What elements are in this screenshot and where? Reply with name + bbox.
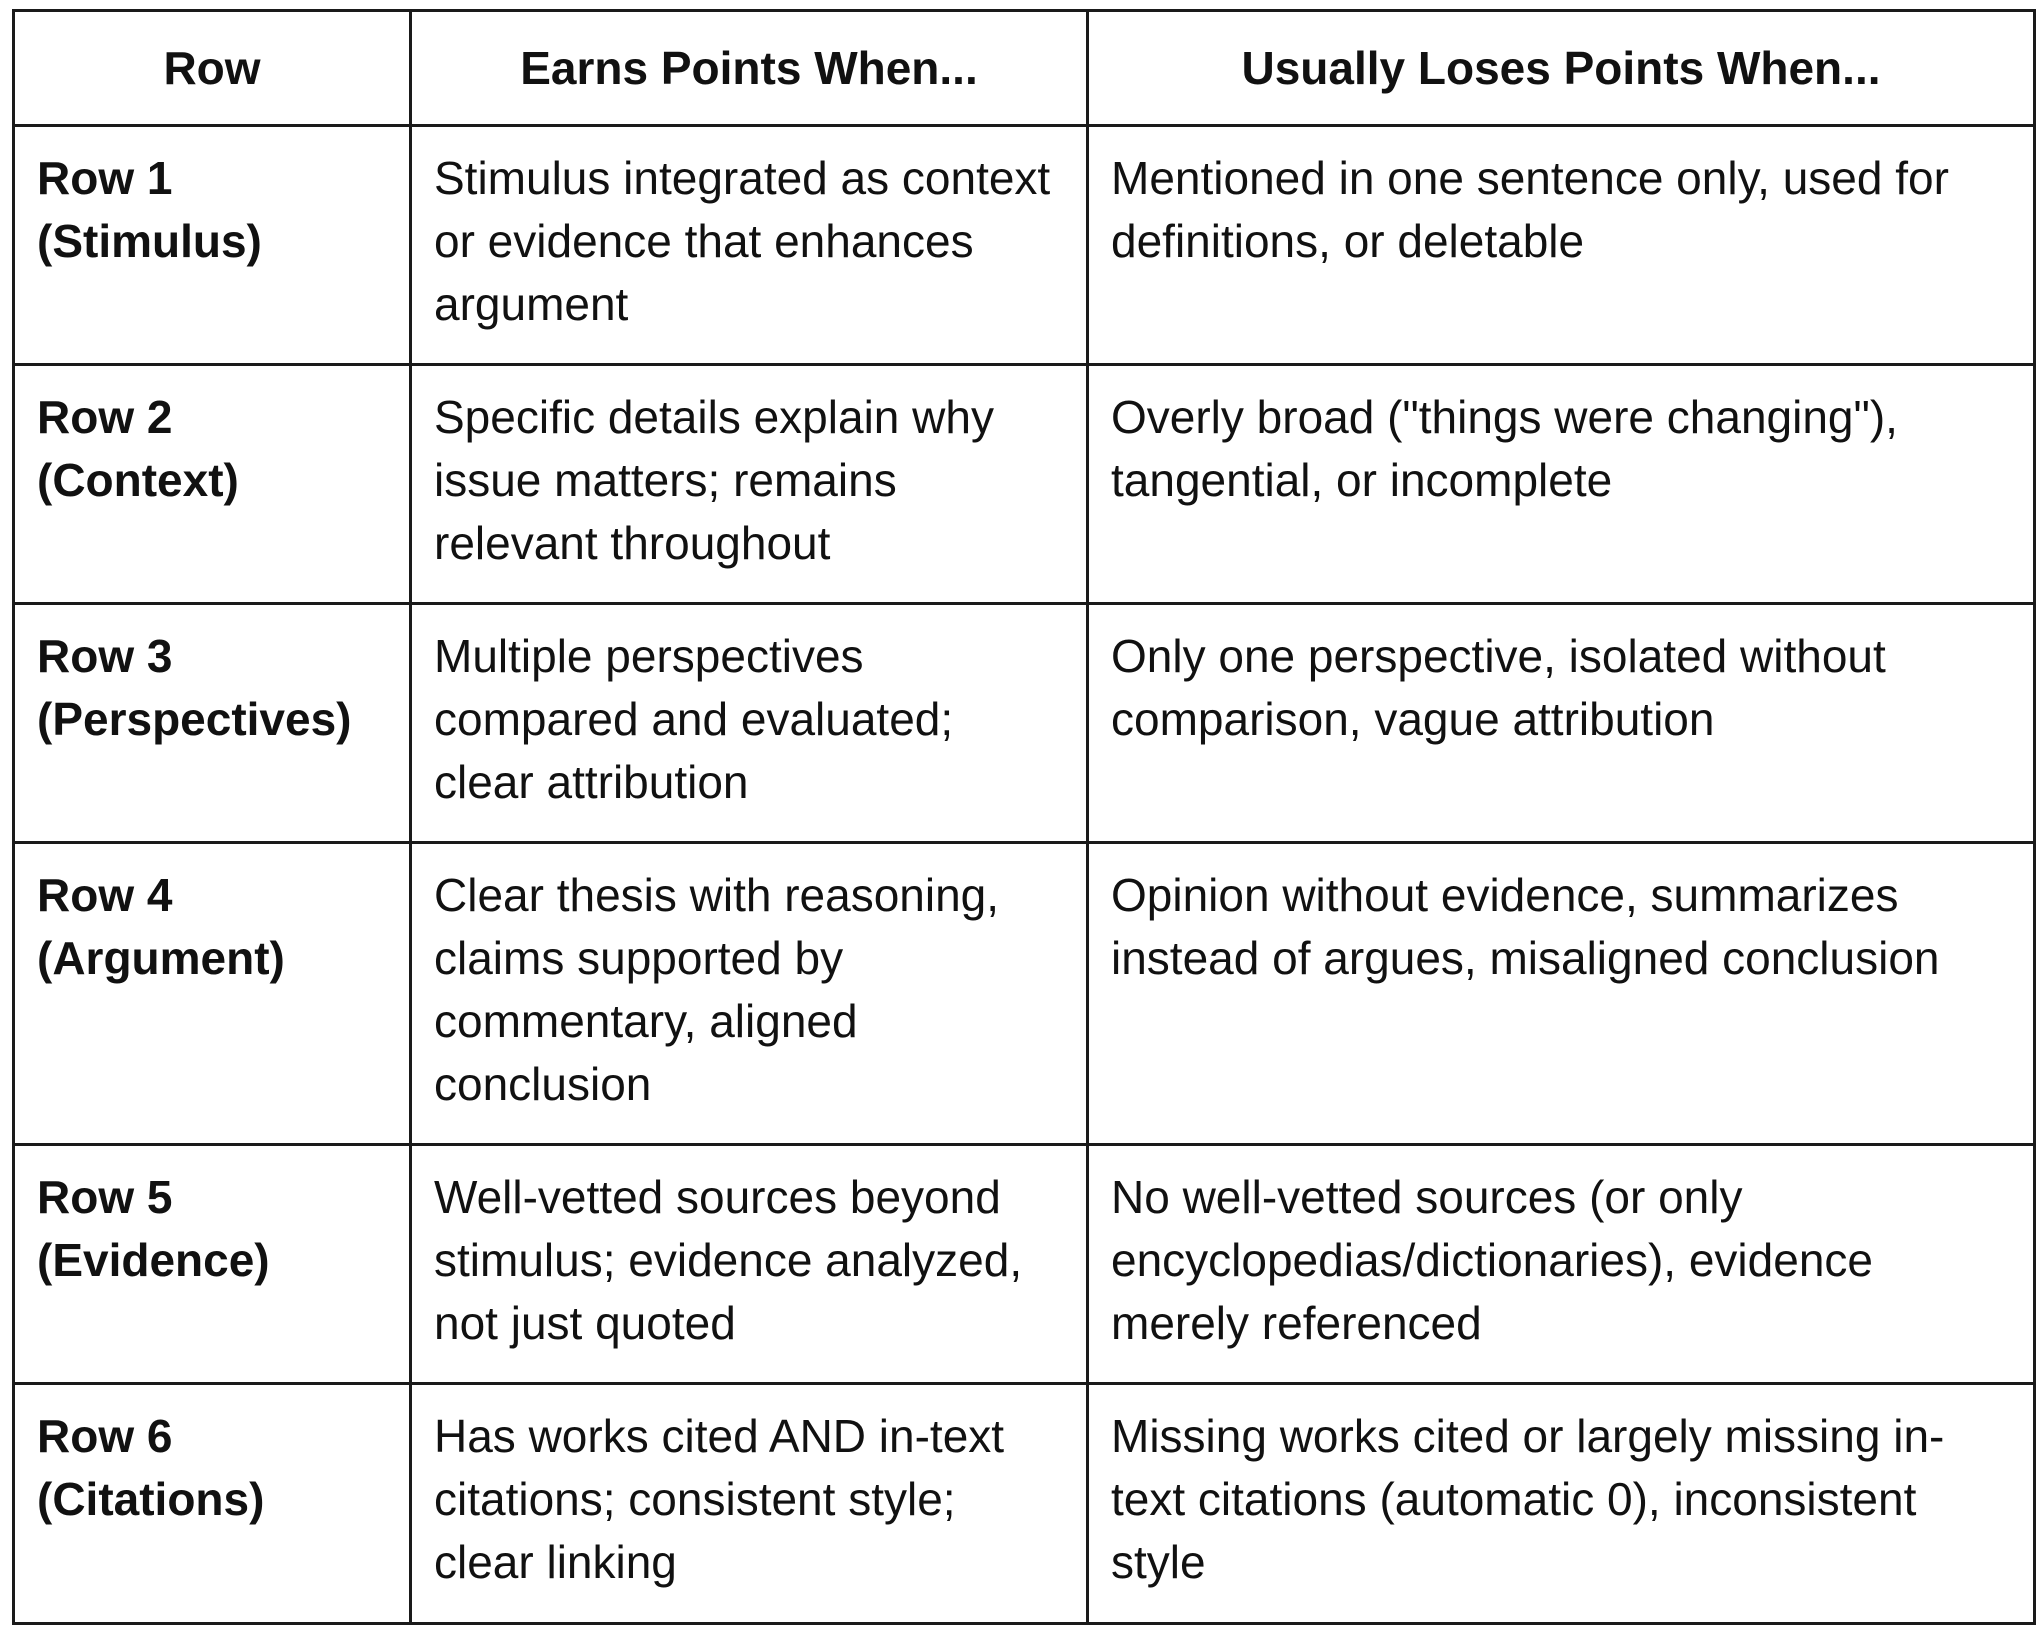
- earns-cell: Specific details explain why issue matters; remains relevant throughout: [411, 365, 1088, 604]
- row-category: (Perspectives): [37, 693, 352, 745]
- header-loses: Usually Loses Points When...: [1088, 11, 2035, 126]
- row-label-cell: [14, 604, 411, 843]
- table-row: [14, 1384, 2035, 1624]
- rubric-table: [12, 9, 2036, 1625]
- loses-cell: Only one perspective, isolated without comparison, vague attribution: [1088, 604, 2035, 843]
- table-row: [14, 604, 2035, 843]
- table-row: [14, 1145, 2035, 1384]
- header-row-label: Row: [14, 11, 411, 126]
- row-number: Row 2: [37, 391, 173, 443]
- row-number: Row 4: [37, 869, 173, 921]
- row-number: Row 6: [37, 1410, 173, 1462]
- loses-cell: Mentioned in one sentence only, used for definitions, or deletable: [1088, 126, 2035, 365]
- row-number: Row 3: [37, 630, 173, 682]
- table-row: [14, 365, 2035, 604]
- earns-cell: Has works cited AND in-text citations; consistent style; clear linking: [411, 1384, 1088, 1624]
- row-category: (Citations): [37, 1473, 265, 1525]
- row-label-cell: [14, 843, 411, 1145]
- row-label-cell: [14, 365, 411, 604]
- header-earns: Earns Points When...: [411, 11, 1088, 126]
- row-number: Row 1: [37, 152, 173, 204]
- header-row: [14, 11, 2035, 126]
- loses-cell: Overly broad ("things were changing"), tangential, or incomplete: [1088, 365, 2035, 604]
- row-category: (Stimulus): [37, 215, 262, 267]
- loses-cell: Missing works cited or largely missing in-text citations (automatic 0), inconsistent style: [1088, 1384, 2035, 1624]
- row-label-cell: [14, 1145, 411, 1384]
- table-row: [14, 843, 2035, 1145]
- row-category: (Context): [37, 454, 239, 506]
- loses-cell: Opinion without evidence, summarizes instead of argues, misaligned conclusion: [1088, 843, 2035, 1145]
- earns-cell: Well-vetted sources beyond stimulus; evidence analyzed, not just quoted: [411, 1145, 1088, 1384]
- row-category: (Evidence): [37, 1234, 270, 1286]
- row-category: (Argument): [37, 932, 285, 984]
- row-label-cell: [14, 126, 411, 365]
- earns-cell: Multiple perspectives compared and evaluated; clear attribution: [411, 604, 1088, 843]
- earns-cell: Clear thesis with reasoning, claims supported by commentary, aligned conclusion: [411, 843, 1088, 1145]
- table-row: [14, 126, 2035, 365]
- row-number: Row 5: [37, 1171, 173, 1223]
- earns-cell: Stimulus integrated as context or evidence that enhances argument: [411, 126, 1088, 365]
- row-label-cell: [14, 1384, 411, 1624]
- loses-cell: No well-vetted sources (or only encyclopedias/dictionaries), evidence merely referenced: [1088, 1145, 2035, 1384]
